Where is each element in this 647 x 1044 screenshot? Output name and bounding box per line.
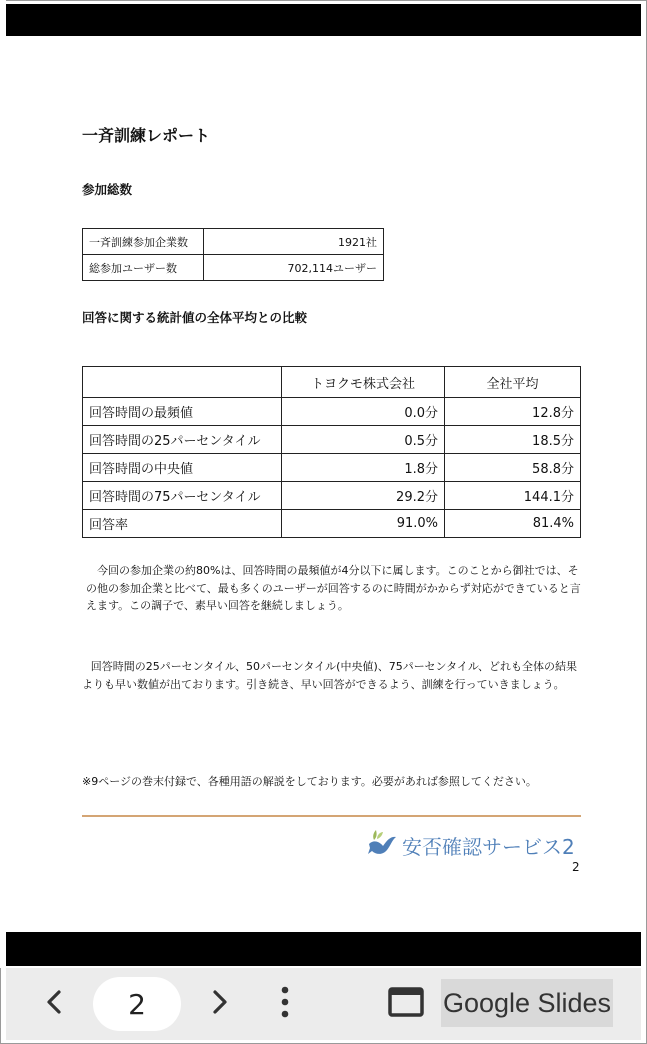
previous-slide-button[interactable] <box>36 968 72 1040</box>
table-cell-value: 1921社 <box>204 229 384 255</box>
table-row <box>83 398 581 426</box>
summary-paragraph-2: 回答時間の25パーセンタイル、50パーセンタイル(中央値)、75パーセンタイル、どれも全体の結果よりも早い数値が出ております。引き続き、早い回答ができるよう、訓練を行っていきましょう。 <box>82 660 577 691</box>
table-row <box>83 510 581 538</box>
chevron-left-icon <box>45 989 63 1019</box>
table-cell-label: 総参加ユーザー数 <box>83 255 204 281</box>
table-cell-value: 0.0分 <box>282 398 445 426</box>
table-cell-value: 58.8分 <box>445 454 581 482</box>
table-header-row <box>83 367 581 398</box>
table-cell-label: 回答時間の25パーセンタイル <box>83 426 282 454</box>
brand-name: 安否確認サービス2 <box>402 835 575 859</box>
chevron-right-icon <box>211 989 229 1019</box>
footer-divider <box>82 815 581 817</box>
section-title-comparison: 回答に関する統計値の全体平均との比較 <box>82 310 308 325</box>
table-header-cell <box>83 367 282 398</box>
table-row <box>83 255 384 281</box>
slides-navigation-bar <box>6 968 641 1040</box>
present-slide-button[interactable] <box>386 968 426 1040</box>
table-cell-value: 144.1分 <box>445 482 581 510</box>
table-row <box>83 426 581 454</box>
more-vert-icon <box>280 986 290 1022</box>
table-cell-value: 1.8分 <box>282 454 445 482</box>
table-header-cell: 全社平均 <box>445 367 581 398</box>
bottom-letterbox <box>6 932 641 966</box>
more-options-button[interactable] <box>270 968 300 1040</box>
table-row <box>83 229 384 255</box>
report-title: 一斉訓練レポート <box>82 126 211 145</box>
slide-icon <box>388 987 424 1021</box>
brand-logo <box>366 828 575 863</box>
open-in-google-slides-button[interactable]: Google Slides <box>441 979 613 1027</box>
table-cell-label: 一斉訓練参加企業数 <box>83 229 204 255</box>
slide-page-number: 2 <box>572 860 580 874</box>
next-slide-button[interactable] <box>202 968 238 1040</box>
table-cell-value: 91.0% <box>282 510 445 538</box>
comparison-table <box>82 366 581 538</box>
summary-paragraph-1: 今回の参加企業の約80%は、回答時間の最頻値が4分以下に属します。このことから御社では、その他の参加企業と比べて、最も多くのユーザーが回答するのに時間がかからず対応ができていると言えます。この調子で、素早い回答を継続しましょう。 <box>86 564 581 612</box>
table-cell-value: 29.2分 <box>282 482 445 510</box>
table-cell-value: 702,114ユーザー <box>204 255 384 281</box>
table-header-cell: トヨクモ株式会社 <box>282 367 445 398</box>
participation-table <box>82 228 384 281</box>
table-cell-label: 回答時間の最頻値 <box>83 398 282 426</box>
top-letterbox <box>6 4 641 36</box>
table-cell-label: 回答時間の中央値 <box>83 454 282 482</box>
table-cell-value: 12.8分 <box>445 398 581 426</box>
footnote: ※9ページの巻末付録で、各種用語の解説をしております。必要があれば参照してください。 <box>82 775 537 788</box>
table-row <box>83 482 581 510</box>
page-number-indicator[interactable]: 2 <box>93 977 181 1031</box>
table-row <box>83 454 581 482</box>
section-title-participation: 参加総数 <box>82 182 133 197</box>
dove-icon <box>366 828 398 863</box>
table-cell-value: 0.5分 <box>282 426 445 454</box>
table-cell-value: 18.5分 <box>445 426 581 454</box>
table-cell-value: 81.4% <box>445 510 581 538</box>
table-cell-label: 回答時間の75パーセンタイル <box>83 482 282 510</box>
slide-page <box>6 36 640 932</box>
table-cell-label: 回答率 <box>83 510 282 538</box>
